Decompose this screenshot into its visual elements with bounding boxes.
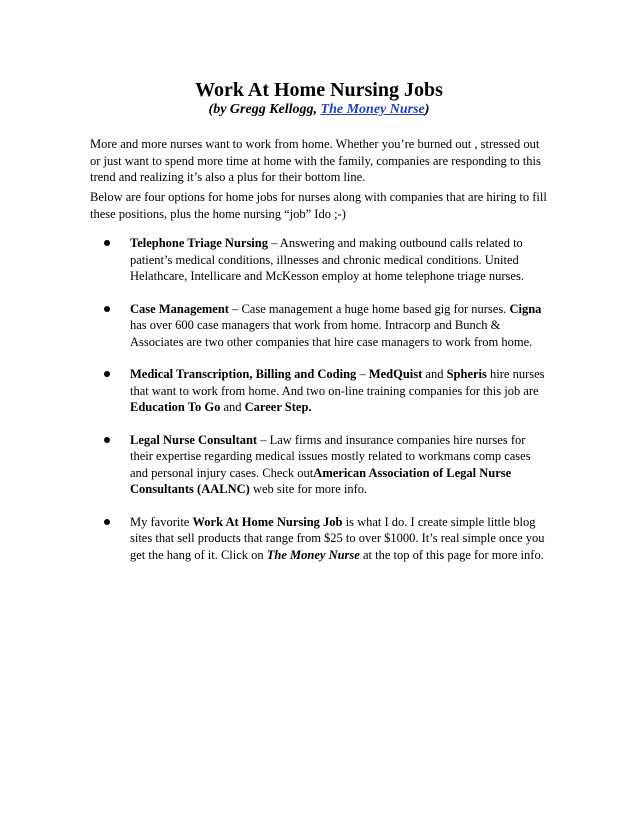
list-item-case-management <box>90 301 550 351</box>
list-item-favorite-job <box>90 514 550 564</box>
job-options-list <box>90 235 550 579</box>
item-text: web site for more info. <box>249 482 368 496</box>
item-text: at the top of this page for more info. <box>359 547 544 562</box>
bullet-icon <box>104 437 110 443</box>
byline <box>0 101 638 119</box>
money-nurse-reference: The Money Nurse <box>266 547 360 562</box>
item-text: hire nurses that want to work from home. And two on-line training companies for this job are <box>130 367 545 398</box>
options-paragraph: Below are four options for home jobs for nurses along with companies that are hiring to fill these positions, plus the home nursing “job” Ido ;-) <box>90 190 547 221</box>
item-text: – Law firms and insurance companies hire nurses for their expertise regarding medical issues mostly related to workmans comp cases and personal injury cases. Check out <box>130 432 531 480</box>
organization-name: American Association of Legal Nurse Consultants (AALNC) <box>130 465 512 496</box>
list-item-medical-transcription <box>90 366 550 416</box>
item-text: has over 600 case managers that work from home. Intracorp and Bunch & Associates are two other companies that hire case managers to work from home. <box>130 318 533 349</box>
intro-paragraph: More and more nurses want to work from home. Whether you’re burned out , stressed out or just want to spend more time at home with the family, companies are responding to this trend and realizing it’s also a plus for their bottom line. <box>90 137 541 184</box>
byline-suffix: ) <box>424 102 430 117</box>
item-text: and <box>220 400 245 414</box>
item-text: – <box>356 367 369 381</box>
item-text: – Answering and making outbound calls related to patient’s medical conditions, illnesses and chronic medical conditions. United Helathcare, Intellicare and McKesson employ at home telephone triage nurses. <box>130 236 524 283</box>
bullet-icon <box>104 519 110 525</box>
item-heading: Medical Transcription, Billing and Coding <box>130 367 357 381</box>
byline-prefix: (by Gregg Kellogg, <box>208 102 321 117</box>
company-name: Cigna <box>509 301 542 316</box>
page-title: Work At Home Nursing Jobs <box>195 79 443 101</box>
item-text: is what I do. I create simple little blog sites that sell products that range from $25 to over $1000. It’s real simple once you get the hang of it. Click on <box>130 514 545 562</box>
company-name: Education To Go <box>130 400 221 414</box>
list-item-legal-nurse <box>90 432 550 498</box>
item-text: and <box>422 367 447 381</box>
item-text: – Case management a huge home based gig for nurses. <box>228 301 510 316</box>
item-heading: Case Management <box>130 301 229 316</box>
item-emphasis: Work At Home Nursing Job <box>192 514 343 529</box>
bullet-icon <box>104 306 110 312</box>
money-nurse-link[interactable]: The Money Nurse <box>320 102 425 117</box>
list-item-telephone-triage <box>90 235 550 285</box>
bullet-icon <box>104 240 110 246</box>
company-name: Career Step. <box>244 400 312 414</box>
item-heading: Legal Nurse Consultant <box>130 432 258 447</box>
company-name: MedQuist <box>368 367 423 381</box>
bullet-icon <box>104 371 110 377</box>
item-heading: Telephone Triage Nursing <box>130 236 268 250</box>
company-name: Spheris <box>446 367 487 381</box>
item-text: My favorite <box>130 514 193 529</box>
